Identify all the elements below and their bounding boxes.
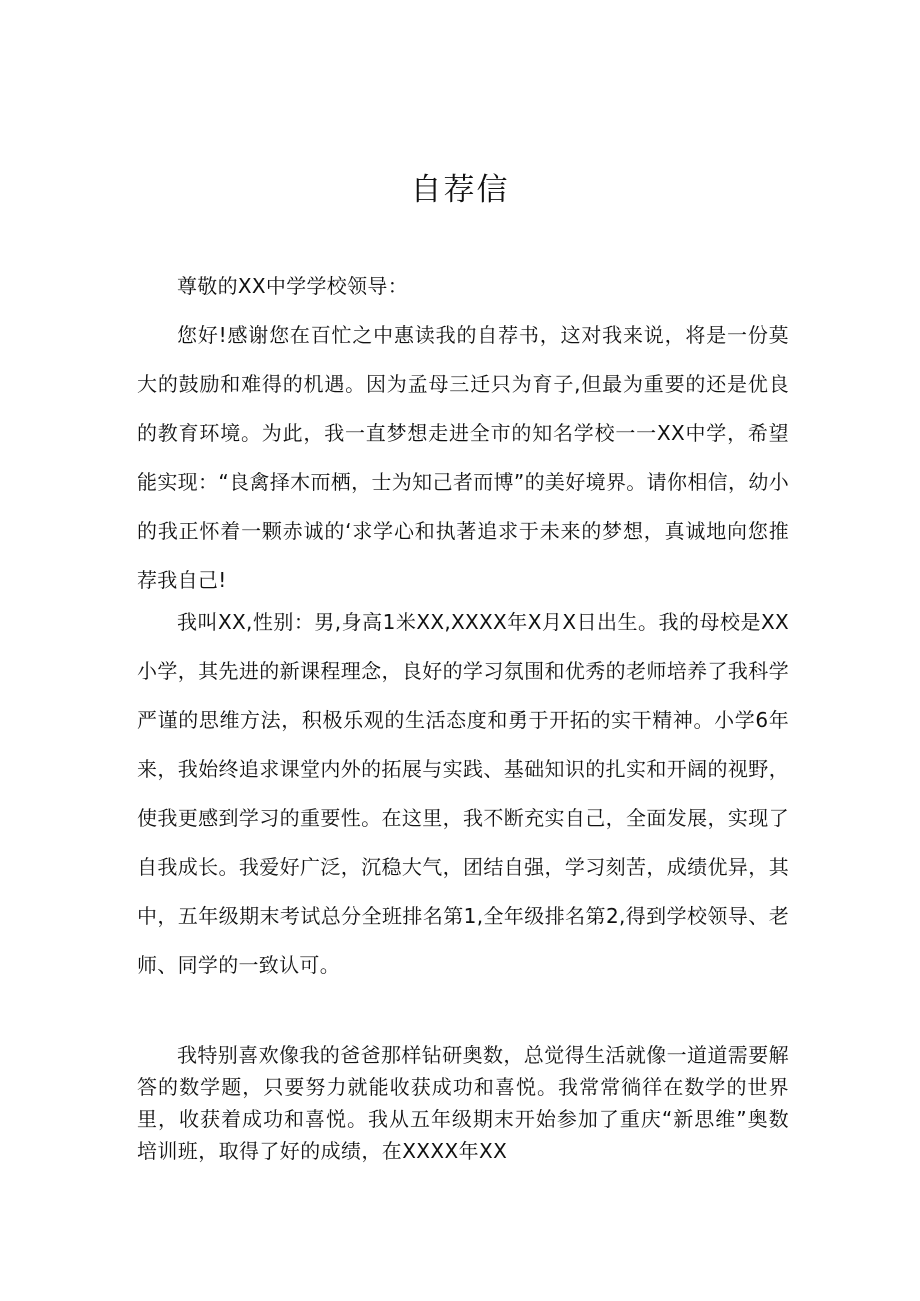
salutation-block <box>137 262 789 311</box>
document-title: 自荐信 <box>410 172 510 208</box>
paragraph-2: 我叫XX,性别：男,身高1米XX,XXXX年X月X日出生。我的母校是XX小学，其先进的新课程理念，良好的学习氛围和优秀的老师培养了我科学严谨的思维方法，积极乐观的生活态度和勇于开拓的实干精神。小学6年来，我始终追求课堂内外的拓展与实践、基础知识的扎实和开阔的视野，使我更感到学习的重要性。在这里，我不断充实自己，全面发展，实现了自我成长。我爱好广泛，沉稳大气，团结自强，学习刻苦，成绩优异，其中，五年级期末考试总分全班排名第1,全年级排名第2,得到学校领导、老师、同学的一致认可。 <box>137 610 789 977</box>
salutation-line: 尊敬的XX中学学校领导： <box>177 274 409 298</box>
paragraph-3: 我特别喜欢像我的爸爸那样钻研奥数，总觉得生活就像一道道需要解答的数学题，只要努力就能收获成功和喜悦。我常常徜徉在数学的世界里，收获着成功和喜悦。我从五年级期末开始参加了重庆“新思维”奥数培训班，取得了好的成绩，在XXXX年XX <box>137 1043 789 1163</box>
paragraph-3-block <box>137 1039 789 1167</box>
paragraph-1: 您好!感谢您在百忙之中惠读我的自荐书，这对我来说，将是一份莫大的鼓励和难得的机遇。因为孟母三迁只为育子,但最为重要的还是优良的教育环境。为此，我一直梦想走进全市的知名学校一一XX中学，希望能实现：“良禽择木而栖，士为知己者而博”的美好境界。请你相信，幼小的我正怀着一颗赤诚的‘求学心和执著追求于未来的梦想，真诚地向您推荐我自己! <box>137 323 789 592</box>
paragraph-1-block <box>137 311 789 605</box>
paragraph-2-block <box>137 598 789 990</box>
